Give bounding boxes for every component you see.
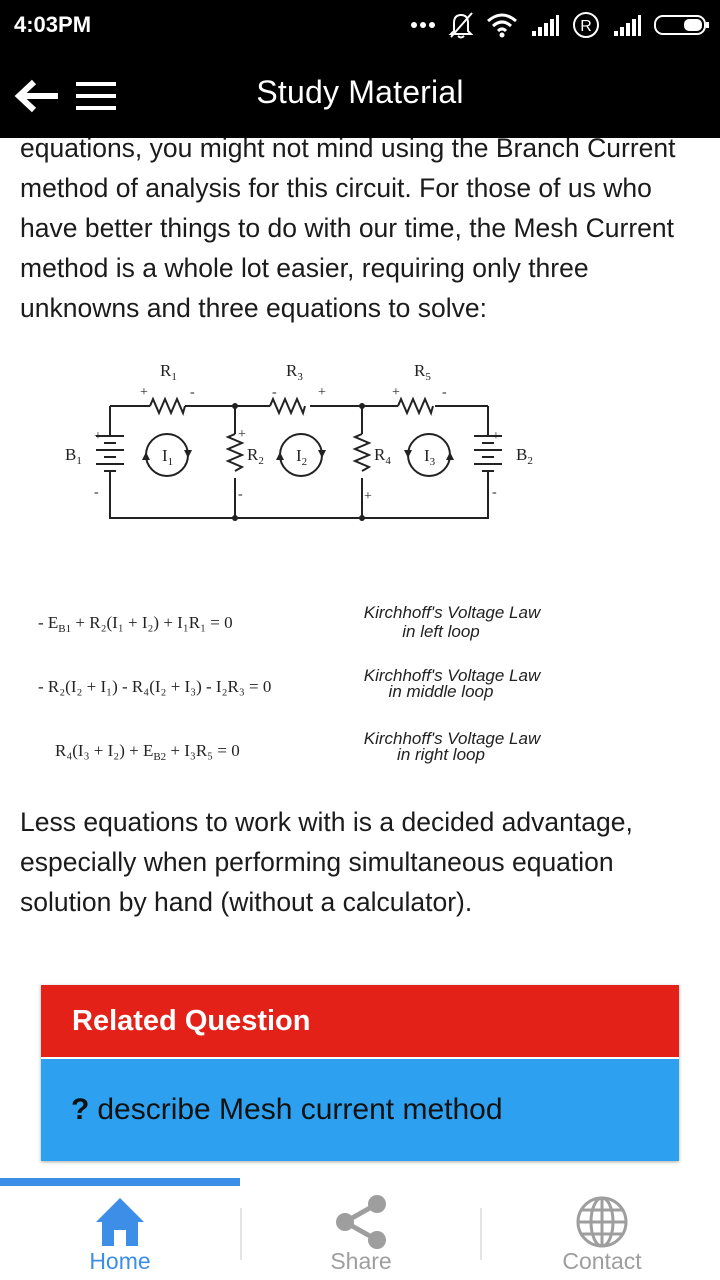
- battery-icon: [654, 13, 710, 37]
- wifi-icon: [486, 12, 518, 38]
- loop-label-3: in right loop: [397, 745, 485, 764]
- related-question-card: [41, 985, 679, 1161]
- active-tab-indicator: [0, 1178, 240, 1186]
- paragraph-advantage: Less equations to work with is a decided advantage, especially when performing simultaneous equation solution by hand (without a calculator).: [20, 807, 633, 917]
- bottom-navigation: [0, 1178, 720, 1280]
- loop-label-2: in middle loop: [388, 682, 494, 701]
- label-b2: B: [516, 445, 528, 464]
- svg-text:I1: $I_1$: [162, 446, 174, 468]
- label-r1: R: [160, 361, 172, 380]
- law-label-1: Kirchhoff's Voltage Law: [363, 603, 541, 622]
- home-icon: [90, 1192, 150, 1252]
- svg-text:+: +: [140, 385, 148, 400]
- label-i2: I: [296, 446, 302, 465]
- svg-text:-: -: [94, 485, 99, 500]
- law-label-2: Kirchhoff's Voltage Law: [363, 666, 541, 685]
- signal-icon-2: [612, 13, 642, 37]
- status-time: 4:03PM: [14, 12, 92, 37]
- page-title: Study Material: [256, 74, 464, 110]
- svg-text:-: -: [272, 385, 277, 400]
- label-i3: I: [424, 446, 430, 465]
- paragraph-intro: equations, you might not mind using the Branch Current method of analysis for this circuit. For those of us who have better things to do with our time, the Mesh Current method is a whole lot easier, requiring only three unknowns and three equations to solve:: [20, 138, 676, 323]
- mesh-current-circuit-figure: [30, 350, 590, 770]
- svg-text:B2: $B_2$: [516, 445, 533, 467]
- svg-text:R4: $R_4$: [374, 445, 391, 467]
- globe-icon: [572, 1192, 632, 1252]
- svg-text:-: -: [190, 385, 195, 400]
- study-content[interactable]: [0, 138, 720, 1178]
- law-label-3: Kirchhoff's Voltage Law: [363, 729, 541, 748]
- svg-text:-: -: [238, 487, 243, 502]
- more-dots-icon: [410, 20, 436, 30]
- nav-contact[interactable]: [482, 1186, 720, 1280]
- status-bar: [0, 0, 720, 52]
- svg-text:-: -: [492, 485, 497, 500]
- svg-text:+: +: [94, 429, 102, 444]
- svg-text:-: -: [366, 435, 371, 450]
- svg-text:R3: $R_3$: [286, 361, 303, 383]
- question-mark-icon: ?: [71, 1093, 90, 1126]
- related-question-item[interactable]: [41, 1059, 679, 1161]
- label-i1: I: [162, 446, 168, 465]
- svg-text:I3: $I_3$: [424, 446, 436, 468]
- svg-text:-: -: [442, 385, 447, 400]
- label-r5: R: [414, 361, 426, 380]
- signal-icon-1: [530, 13, 560, 37]
- related-question-header: Related Question: [41, 985, 679, 1057]
- svg-text:+: +: [318, 385, 326, 400]
- equation-right-loop: $R_4(I_3 + I_2) + E_{B2} + I_3R_5 = 0$: [55, 741, 240, 763]
- equation-left-loop: - $E_{B1} + R_2(I_1 + I_2) + I_1R_1 = 0$: [38, 613, 233, 635]
- share-icon: [331, 1192, 391, 1252]
- equation-middle-loop: - R₂(I₂ + I₁) - R₄(I₂ + I₃) - I₂R₃ = 0: [38, 677, 272, 696]
- label-r3: R: [286, 361, 298, 380]
- svg-text:+: +: [392, 385, 400, 400]
- label-b1: B: [65, 445, 77, 464]
- svg-text:+: +: [364, 489, 372, 504]
- nav-home[interactable]: [0, 1186, 240, 1280]
- svg-text:R: R: [580, 18, 592, 35]
- bell-off-icon: [448, 11, 474, 39]
- nav-share-label: Share: [330, 1248, 392, 1274]
- svg-text:I2: $I_2$: [296, 446, 308, 468]
- label-r2: R: [247, 445, 259, 464]
- svg-text:B1: $B_1$: [65, 445, 82, 467]
- status-icons: [410, 10, 710, 40]
- svg-text:+: +: [492, 429, 500, 444]
- label-r4: R: [374, 445, 386, 464]
- svg-text:R2: $R_2$: [247, 445, 264, 467]
- svg-text:R1: $R_1$: [160, 361, 177, 383]
- nav-contact-label: Contact: [562, 1248, 642, 1274]
- nav-share[interactable]: [241, 1186, 481, 1280]
- nav-home-label: Home: [89, 1248, 151, 1274]
- svg-text:R5: $R_5$: [414, 361, 431, 383]
- app-bar: [0, 52, 720, 138]
- roaming-icon: [572, 11, 600, 39]
- loop-label-1: in left loop: [402, 622, 480, 641]
- svg-text:+: +: [238, 427, 246, 442]
- related-question-label: describe Mesh current method: [97, 1093, 503, 1126]
